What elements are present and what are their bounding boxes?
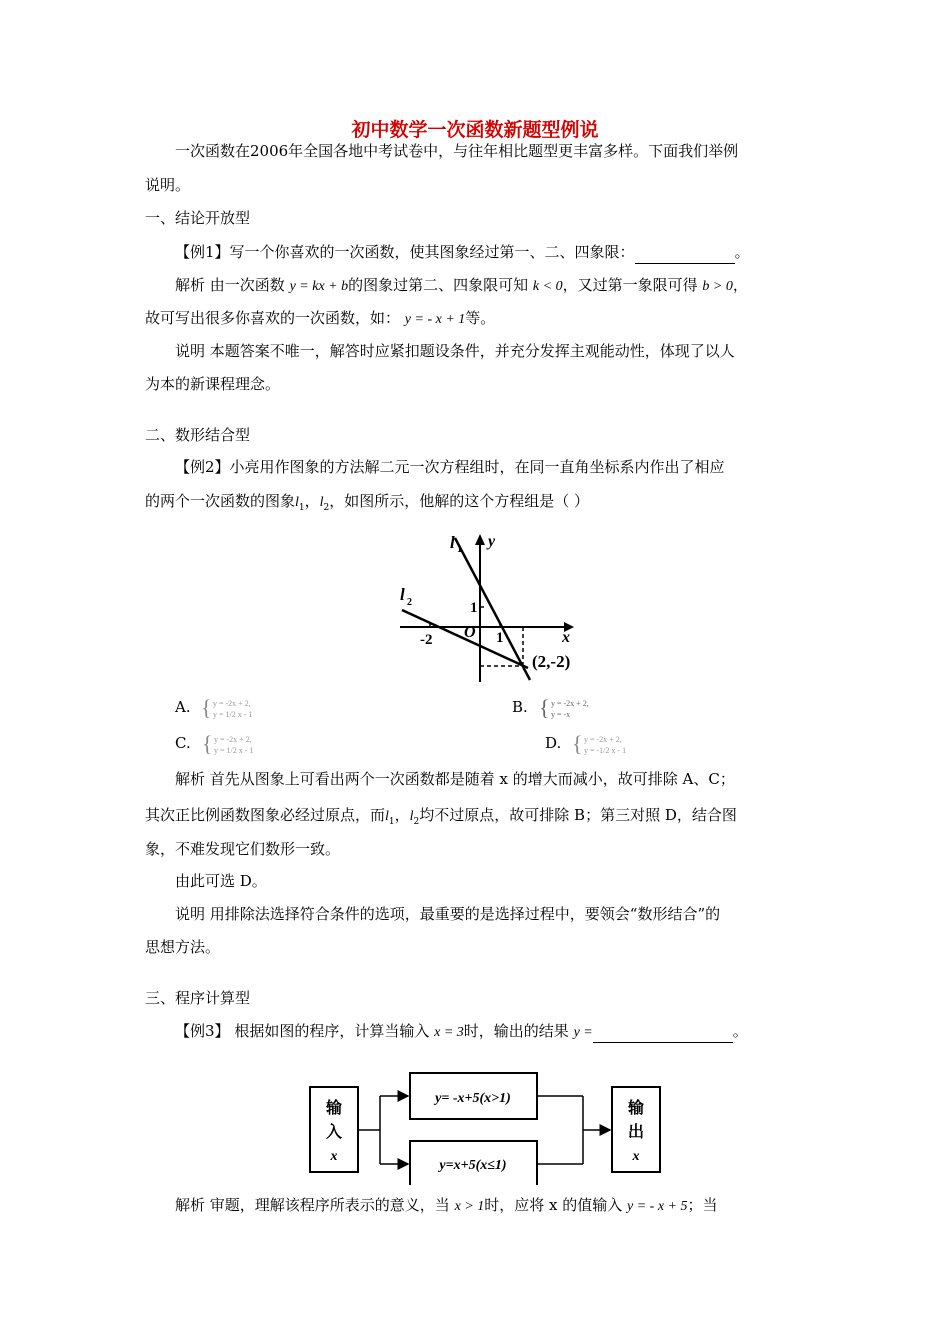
input-char-1: 输 (325, 1098, 343, 1117)
output-char-2: 出 (627, 1122, 645, 1141)
input-char-2: 入 (325, 1122, 343, 1141)
formula-ykxb: y = kx + b (289, 279, 349, 294)
example1-end: 。 (734, 243, 750, 261)
option-d-eq1: y = -2x + 2, (584, 735, 622, 744)
example1-analysis-1 (175, 274, 748, 298)
example2-analysis-1: 解析 首先从图象上可看出两个一次函数都是随着 x 的增大而减小，故可排除 A、C； (175, 770, 735, 788)
intro-line-2: 说明。 (145, 176, 191, 194)
graph-origin: O (464, 624, 476, 641)
option-b-label: B. (512, 698, 528, 716)
graph-tick-y1: 1 (470, 600, 478, 616)
a2-l2: l (409, 809, 414, 824)
example1-question (175, 241, 750, 264)
a3-text-c: ；当 (687, 1196, 718, 1214)
example2-analysis-3: 象，不难发现它们数形一致。 (145, 840, 341, 858)
branch-bottom-text: y=x+5(x≤1) (439, 1158, 507, 1173)
option-c-eq2: y = 1/2 x - 1 (213, 746, 253, 755)
example1-analysis-2 (145, 307, 495, 331)
svg-text:{: { (538, 696, 550, 720)
example3-end: 。 (732, 1022, 748, 1040)
section2-heading: 二、数形结合型 (145, 426, 251, 444)
option-c-label: C. (175, 734, 191, 752)
option-a-system (201, 696, 341, 720)
formula-x3: x = 3 (434, 1025, 464, 1040)
line-l1 (455, 538, 530, 680)
graph-tick-x1: 1 (496, 630, 504, 646)
input-char-3: x (330, 1149, 338, 1164)
q2-sep: ， (304, 492, 320, 510)
example3-text-a: 根据如图的程序，计算当输入 (229, 1022, 430, 1040)
analysis1-text-d: ， (732, 276, 748, 294)
section3-heading: 三、程序计算型 (145, 989, 251, 1007)
graph-x-label: x (562, 629, 570, 646)
example2-analysis-2 (145, 804, 737, 833)
formula-yx5: y = - x + 5 (627, 1199, 688, 1214)
example1-note-2: 为本的新课程理念。 (145, 375, 281, 393)
formula-x1: x > 1 (454, 1199, 485, 1214)
graph-point-label: (2,-2) (532, 652, 571, 671)
svg-text:{: { (572, 732, 583, 756)
a3-text-b: 时，应将 x 的值输入 (484, 1196, 623, 1214)
answer-blank-3[interactable] (593, 1020, 733, 1043)
q2-text-a: 的两个一次函数的图象 (145, 492, 296, 510)
option-c[interactable] (175, 732, 342, 756)
line-l2-label: l (319, 495, 324, 510)
intro-line-1: 一次函数在2006年全国各地中考试卷中，与往年相比题型更丰富多样。下面我们举例 (175, 142, 739, 160)
analysis1-text-a: 解析 由一次函数 (175, 276, 285, 294)
formula-example: y = - x + 1 (404, 312, 466, 327)
option-d-eq2: y = -1/2 x - 1 (584, 746, 627, 755)
example2-note-1: 说明 用排除法选择符合条件的选项，最重要的是选择过程中，要领会“数形结合”的 (175, 905, 721, 923)
example3-analysis (175, 1194, 718, 1218)
page-title: 初中数学一次函数新题型例说 (351, 119, 599, 141)
graph-tick-neg2: -2 (420, 632, 433, 648)
example3-text-b: 时，输出的结果 (463, 1022, 569, 1040)
a2-l1: l (385, 809, 389, 824)
example1-note-1: 说明 本题答案不唯一，解答时应紧扣题设条件，并充分发挥主观能动性，体现了以人 (175, 342, 735, 360)
example2-question-1: 【例2】小亮用作图象的方法解二元一次方程组时，在同一直角坐标系内作出了相应 (175, 458, 725, 476)
example2-note-2: 思想方法。 (145, 938, 221, 956)
line-l2-sub: 2 (323, 503, 330, 513)
option-a[interactable] (175, 696, 341, 720)
example1-text: 写一个你喜欢的一次函数，使其图象经过第一、二、四象限： (229, 243, 635, 261)
option-d-system (572, 732, 712, 756)
option-a-eq1: y = -2x + 2, (213, 699, 252, 708)
branch-top-text: y= -x+5(x>1) (435, 1091, 511, 1106)
formula-b: b > 0 (702, 279, 733, 294)
a2-l1-sub: 1 (388, 817, 395, 827)
option-d-label: D. (545, 734, 562, 752)
a3-text-a: 解析 审题，理解该程序所表示的意义，当 (175, 1196, 450, 1214)
answer-blank-1[interactable] (635, 241, 735, 264)
svg-text:{: { (201, 696, 212, 720)
graph-l1-label: l (450, 533, 455, 552)
formula-y: y = (573, 1025, 593, 1040)
program-flowchart (300, 1060, 670, 1185)
option-b-system (539, 696, 679, 720)
example2-conclusion: 由此可选 D。 (175, 872, 267, 890)
graph-l2-sub: 2 (407, 597, 412, 608)
example2-question-2 (145, 490, 589, 519)
analysis2-text-b: 等。 (465, 309, 496, 327)
q2-text-b: ，如图所示，他解的这个方程组是（ ） (329, 492, 590, 510)
coordinate-graph (390, 530, 590, 690)
example3-question (175, 1020, 748, 1044)
formula-k: k < 0 (532, 279, 563, 294)
example1-label: 【例1】 (175, 243, 230, 261)
option-d[interactable] (545, 732, 712, 756)
svg-text:{: { (201, 732, 213, 756)
analysis2-text-a: 故可写出很多你喜欢的一次函数，如： (145, 309, 401, 327)
analysis1-text-c: ，又过第一象限可得 (562, 276, 698, 294)
y-axis-arrow (475, 534, 485, 545)
analysis1-text-b: 的图象过第二、四象限可知 (348, 276, 529, 294)
option-c-eq1: y = -2x + 2, (213, 735, 252, 744)
option-a-eq2: y = 1/2 x - 1 (213, 710, 253, 719)
section1-heading: 一、结论开放型 (145, 209, 251, 227)
a2-text-b: 均不过原点，故可排除 B；第三对照 D，结合图 (419, 806, 737, 824)
option-b[interactable] (512, 696, 679, 720)
line-l1-label: l (295, 495, 299, 510)
option-a-label: A. (175, 698, 191, 716)
example3-label: 【例3】 (175, 1022, 230, 1040)
graph-y-label: y (488, 533, 496, 550)
a2-l2-sub: 2 (413, 817, 420, 827)
output-char-1: 输 (627, 1098, 645, 1117)
output-char-3: x (632, 1149, 640, 1164)
graph-l1-sub: 1 (457, 544, 462, 555)
option-c-system (202, 732, 342, 756)
option-b-eq1: y = -2x + 2, (550, 699, 589, 708)
a2-sep: ， (394, 806, 410, 824)
option-b-eq2: y = -x (550, 710, 570, 719)
graph-l2-label: l (400, 585, 405, 604)
a2-text-a: 其次正比例函数图象必经过原点，而 (145, 806, 386, 824)
line-l1-sub: 1 (298, 503, 305, 513)
